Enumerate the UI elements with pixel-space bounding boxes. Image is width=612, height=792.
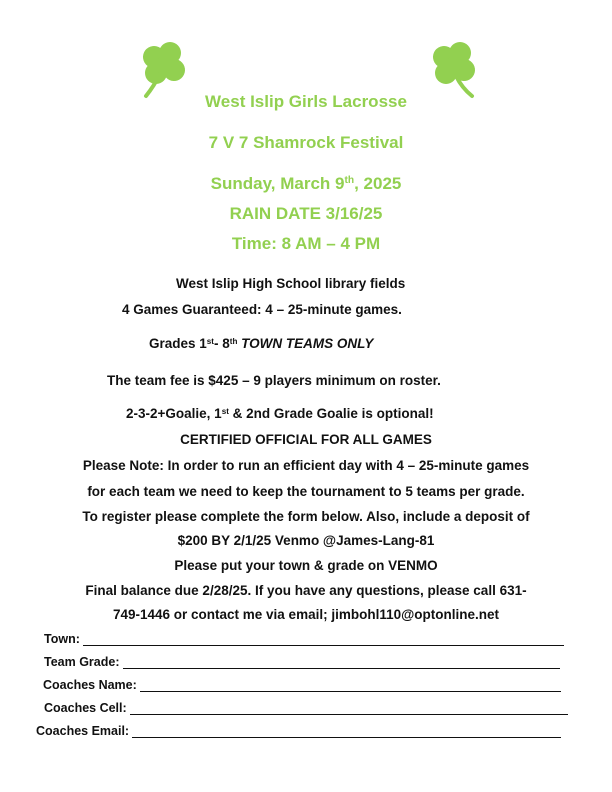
- grades: Grades 1st- 8th TOWN TEAMS ONLY: [149, 336, 374, 351]
- coach-email-field[interactable]: [36, 724, 561, 738]
- shamrock-icon: [136, 40, 192, 100]
- game-format: 2-3-2+Goalie, 1st & 2nd Grade Goalie is optional!: [126, 406, 434, 421]
- team-grade-line[interactable]: [123, 655, 560, 669]
- coach-name-label: Coaches Name:: [43, 678, 137, 692]
- event-name: 7 V 7 Shamrock Festival: [208, 133, 404, 152]
- team-grade-label: Team Grade:: [44, 655, 120, 669]
- town-line[interactable]: [83, 632, 564, 646]
- town-label: Town:: [44, 632, 80, 646]
- note-line: To register please complete the form below. Also, include a deposit of: [82, 509, 530, 524]
- coach-email-label: Coaches Email:: [36, 724, 130, 738]
- coach-name-line[interactable]: [140, 678, 561, 692]
- location: West Islip High School library fields: [176, 276, 406, 291]
- coach-email-line[interactable]: [132, 724, 561, 738]
- note-line: Please put your town & grade on VENMO: [174, 558, 438, 573]
- official-note: CERTIFIED OFFICIAL FOR ALL GAMES: [180, 432, 432, 447]
- coach-cell-label: Coaches Cell:: [44, 701, 127, 715]
- note-line: $200 BY 2/1/25 Venmo @James-Lang-81: [177, 533, 435, 548]
- event-time: Time: 8 AM – 4 PM: [231, 234, 381, 253]
- page-title: West Islip Girls Lacrosse: [205, 92, 407, 111]
- note-line: 749-1446 or contact me via email; jimbohl110@optonline.net: [112, 607, 500, 622]
- town-field[interactable]: [44, 632, 564, 646]
- event-date: Sunday, March 9th, 2025: [210, 174, 402, 193]
- team-grade-field[interactable]: [44, 655, 560, 669]
- coach-name-field[interactable]: [43, 678, 561, 692]
- note-line: Final balance due 2/28/25. If you have any questions, please call 631-: [85, 583, 527, 598]
- coach-cell-line[interactable]: [130, 701, 568, 715]
- team-fee: The team fee is $425 – 9 players minimum on roster.: [107, 373, 441, 388]
- note-line: Please Note: In order to run an efficient day with 4 – 25-minute games: [82, 458, 530, 473]
- rain-date: RAIN DATE 3/16/25: [229, 204, 383, 223]
- note-line: for each team we need to keep the tournament to 5 teams per grade.: [87, 484, 525, 499]
- coach-cell-field[interactable]: [44, 701, 568, 715]
- shamrock-icon: [426, 40, 482, 100]
- games-guaranteed: 4 Games Guaranteed: 4 – 25-minute games.: [122, 302, 402, 317]
